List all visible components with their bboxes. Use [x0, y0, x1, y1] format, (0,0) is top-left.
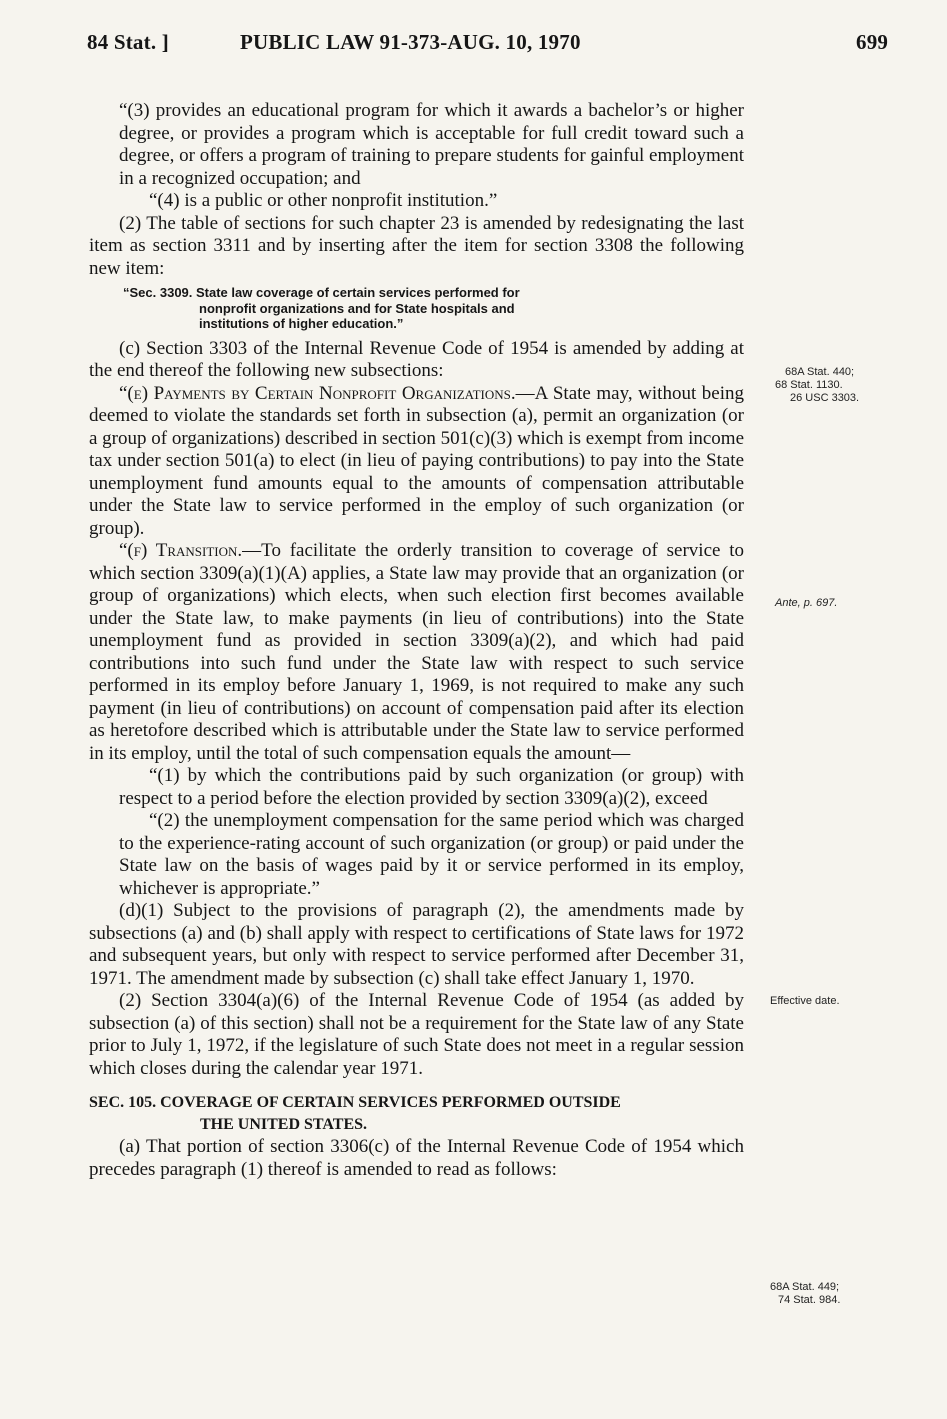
paragraph-4: “(4) is a public or other nonprofit institution.”: [149, 190, 498, 211]
margin-note-4-line2: 74 Stat. 984.: [778, 1294, 841, 1306]
paragraph-105a: (a) That portion of section 3306(c) of the Internal Revenue Code of 1954 which precedes paragraph (1) thereof is amended to read as follows:: [89, 1136, 744, 1180]
section-105-heading: [89, 1092, 744, 1136]
paragraph-c: (c) Section 3303 of the Internal Revenue Code of 1954 is amended by adding at the end thereof the following new subsections:: [89, 337, 744, 381]
paragraph-f: [89, 540, 744, 765]
paragraph-d2: (2) Section 3304(a)(6) of the Internal Revenue Code of 1954 (as added by subsection (a) of this section) shall not be a requirement for the State law of any State prior to July 1, 1972, if the legislature of such State does not meet in a regular session which closes during the calendar year 1971.: [89, 990, 744, 1079]
margin-note-4-line1: 68A Stat. 449;: [770, 1281, 840, 1293]
section-105-heading-line2: THE UNITED STATES.: [200, 1116, 368, 1133]
paragraph-f1: “(1) by which the contributions paid by such organization (or group) with respect to a period before the election provided by section 3309(a)(2), exceed: [119, 765, 744, 809]
new-table-item-line3: institutions of higher education.”: [199, 316, 404, 331]
margin-note-1-line1: 68A Stat. 440;: [785, 366, 855, 378]
margin-note-2-text: Ante, p. 697.: [775, 597, 838, 609]
paragraph-e: [89, 383, 744, 541]
paragraph-f2: “(2) the unemployment compensation for the same period which was charged to the experience-rating account of such organization (or group) or paid under the State law on the basis of wages paid by it or service performed in its employ, whichever is appropriate.”: [119, 810, 744, 899]
new-table-item: [123, 285, 744, 332]
header-volume: 84 Stat. ]: [87, 30, 169, 54]
paragraph-e-heading: “(e) Payments by Certain Nonprofit Organizations.: [119, 382, 516, 404]
paragraph-3-text: “(3) provides an educational program for which it awards a bachelor’s or higher degree, or provides a program which is acceptable for full credit toward such a degree, or offers a program of training to prepare students for gainful employment in a recognized occupation; and: [119, 100, 744, 189]
margin-note-citation-1: [770, 366, 940, 405]
section-105-heading-line1: SEC. 105. COVERAGE OF CERTAIN SERVICES PERFORMED OUTSIDE: [89, 1094, 621, 1111]
margin-note-1-line2: 68 Stat. 1130.: [775, 379, 843, 391]
paragraph-f-heading: “(f) Transition.: [119, 540, 243, 561]
new-table-item-line1: “Sec. 3309. State law coverage of certain services performed for: [123, 285, 520, 300]
margin-note-3-text: Effective date.: [770, 995, 840, 1007]
header-title: PUBLIC LAW 91-373-AUG. 10, 1970: [240, 30, 581, 54]
paragraph-e-text: —A State may, without being deemed to violate the standards set forth in subsection (a), permit an organization (or a group of organizations) described in section 501(c)(3) which is exempt from income tax under section 501(a) to elect (in lieu of paying contributions) to pay into the State unemployment fund amounts equal to the amounts of compensation attributable under the State law to service performed in the employ of such organization (or group).: [89, 382, 744, 539]
margin-note-ante: [775, 597, 945, 610]
body-text: [89, 100, 744, 1181]
header-page-number: 699: [856, 30, 889, 54]
margin-note-1-line3: 26 USC 3303.: [790, 392, 860, 404]
margin-note-effective-date: [770, 995, 940, 1008]
new-table-item-line2: nonprofit organizations and for State hospitals and: [199, 300, 515, 316]
paragraph-d1: (d)(1) Subject to the provisions of paragraph (2), the amendments made by subsections (a) and (b) shall apply with respect to certifications of State laws for 1972 and subsequent years, but only with respect to service performed after December 31, 1971. The amendment made by subsection (c) shall take effect January 1, 1970.: [89, 900, 744, 989]
margin-note-citation-2: [770, 1281, 940, 1307]
paragraph-3: [89, 100, 744, 190]
paragraph-f-text: —To facilitate the orderly transition to coverage of service to which section 3309(a)(1)(A) applies, a State law may provide that an organization (or group of organizations) which elects, when such election first becomes available under the State law, to make payments (in lieu of contributions) into the State unemployment fund as provided in section 3309(a)(2), and which had paid contributions into such fund under the State law with respect to such service performed in its employ before January 1, 1969, is not required to make any such payment (in lieu of contributions) on account of compensation paid after its election as heretofore described which is attributable under the State law to service performed in its employ, until the total of such compensation equals the amount—: [89, 540, 744, 764]
paragraph-table-amend: (2) The table of sections for such chapter 23 is amended by redesignating the last item as section 3311 and by inserting after the item for section 3308 the following new item:: [89, 212, 744, 279]
